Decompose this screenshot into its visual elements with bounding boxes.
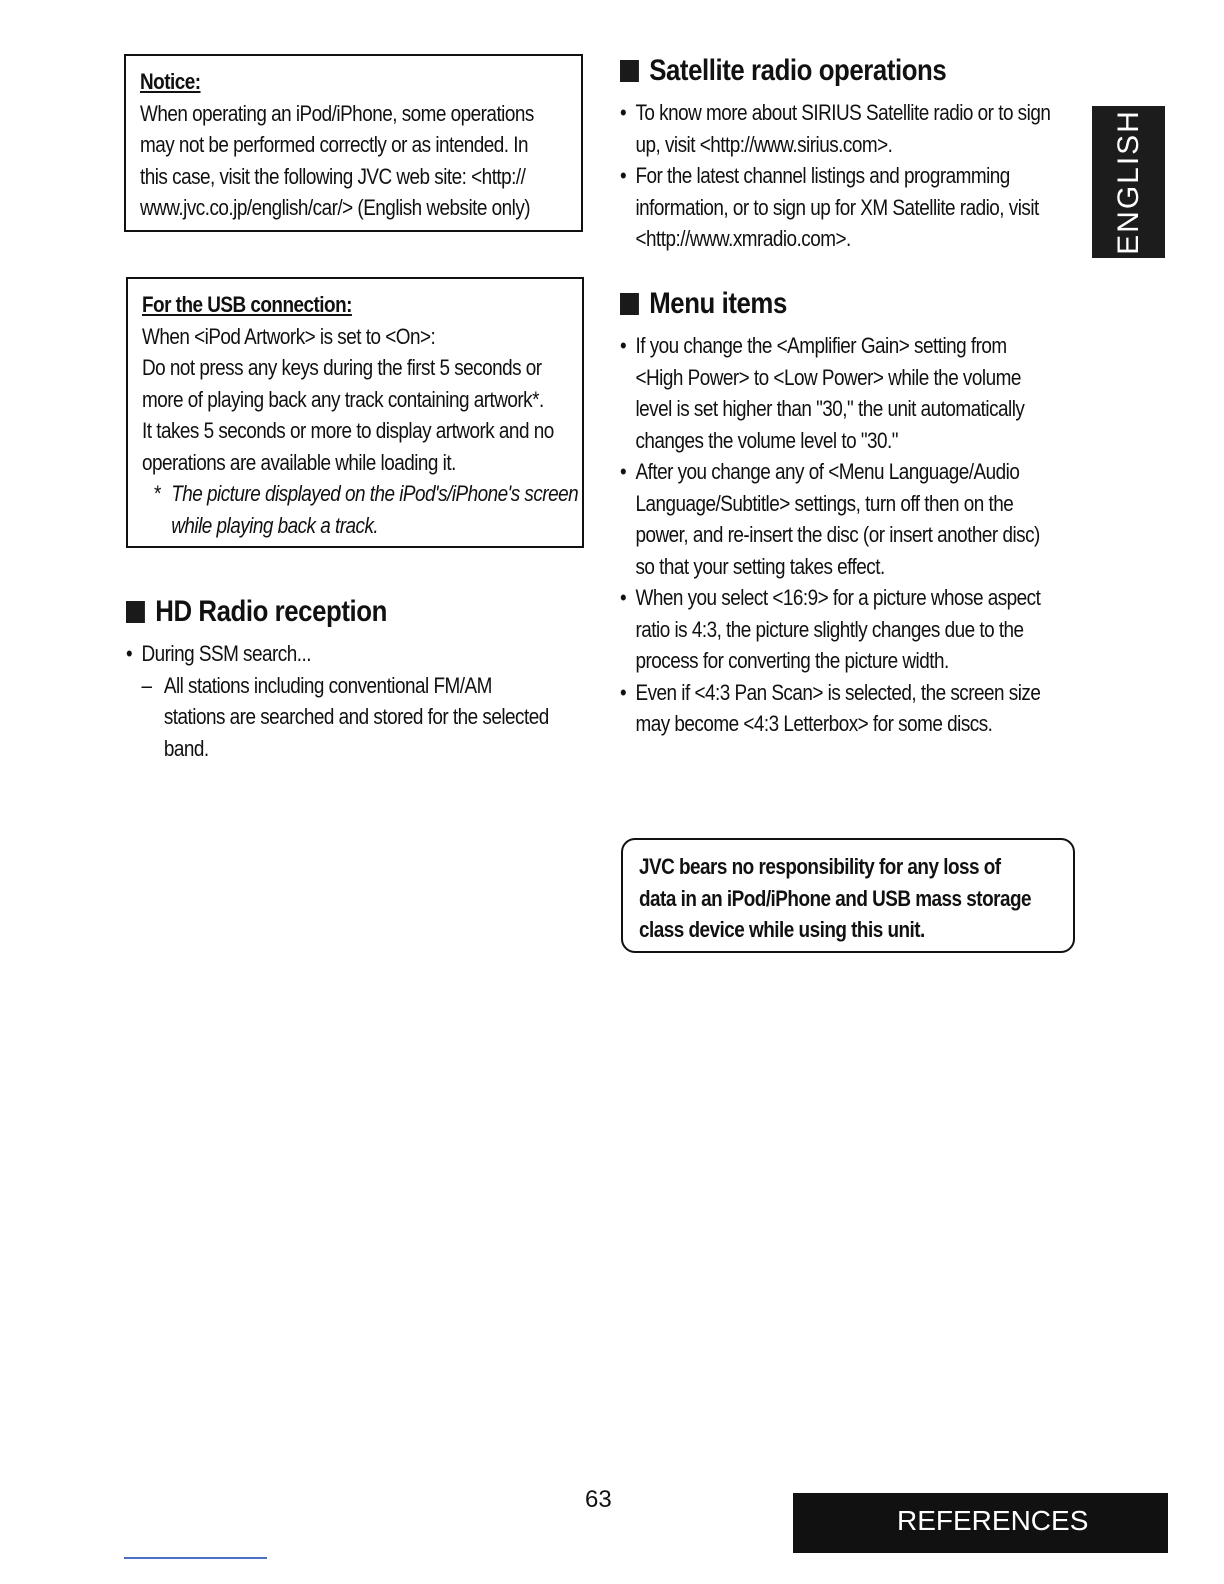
bullet-line: changes the volume level to "30." — [635, 427, 898, 453]
notice-line: this case, visit the following JVC web site: <http:// — [140, 163, 526, 189]
hd-section — [126, 592, 618, 764]
bullet-line: may become <4:3 Letterbox> for some discs. — [635, 711, 993, 736]
notice-title: Notice: — [140, 69, 201, 94]
notice-line: www.jvc.co.jp/english/car/> (English website only) — [140, 195, 531, 220]
hd-sub-line: stations are searched and stored for the selected — [163, 704, 549, 729]
hd-bullet-text: During SSM search... — [141, 641, 311, 666]
footer-section-label: REFERENCES — [897, 1505, 1089, 1536]
usb-content — [142, 289, 578, 541]
footnote-line: while playing back a track. — [171, 512, 379, 538]
usb-line: Do not press any keys during the first 5 seconds or — [142, 355, 542, 380]
hd-sub-line: – All stations including conventional FM/AM — [163, 672, 492, 698]
footnote-line: The picture displayed on the iPod's/iPhone's screen — [171, 481, 579, 506]
disclaimer-line: class device while using this unit. — [639, 917, 925, 942]
notice-line: may not be performed correctly or as intended. In — [140, 132, 529, 157]
bullet-line: • If you change the <Amplifier Gain> setting from — [635, 333, 1007, 358]
bullet-line: • When you select <16:9> for a picture whose aspect — [635, 585, 1041, 610]
usb-line: operations are available while loading it. — [142, 449, 456, 475]
usb-box — [126, 277, 584, 548]
usb-title: For the USB connection: — [142, 292, 352, 317]
disclaimer-line: JVC bears no responsibility for any loss of — [639, 854, 1001, 879]
language-side-tab-label: ENGLISH — [1111, 109, 1145, 255]
bullet-line: process for converting the picture width. — [635, 648, 949, 673]
menu-heading-text: Menu items — [649, 287, 787, 320]
page-number: 63 — [585, 1486, 612, 1513]
menu-bullet — [620, 677, 1040, 740]
menu-bullet — [620, 582, 1040, 677]
hd-list — [126, 638, 549, 764]
section-square-icon — [620, 60, 639, 82]
satellite-list — [620, 97, 1050, 255]
section-square-icon — [620, 293, 639, 315]
notice-box — [124, 54, 583, 232]
hd-sub-line: band. — [163, 735, 209, 761]
notice-line: When operating an iPod/iPhone, some operations — [140, 100, 534, 126]
menu-section — [620, 284, 1109, 740]
bullet-line: ratio is 4:3, the picture slightly changes due to the — [635, 616, 1024, 642]
hd-bullet — [126, 638, 549, 670]
bullet-line: • Even if <4:3 Pan Scan> is selected, the screen size — [635, 679, 1041, 705]
hd-sub-item — [126, 670, 549, 765]
hd-heading-text: HD Radio reception — [155, 595, 387, 628]
bullet-line: up, visit <http://www.sirius.com>. — [635, 131, 893, 157]
menu-bullet — [620, 330, 1040, 456]
usb-line: It takes 5 seconds or more to display artwork and no — [142, 418, 554, 443]
bullet-line: • To know more about SIRIUS Satellite radio or to sign — [635, 100, 1051, 125]
bullet-line: • For the latest channel listings and programming — [635, 163, 1010, 188]
language-side-tab — [1092, 106, 1165, 258]
bullet-line: power, and re-insert the disc (or insert another disc) — [635, 522, 1040, 547]
menu-heading — [620, 284, 1040, 324]
footer-section-bar — [793, 1493, 1168, 1553]
disclaimer-line: data in an iPod/iPhone and USB mass storage — [639, 885, 1032, 911]
satellite-bullet — [620, 160, 1050, 255]
menu-list — [620, 330, 1040, 740]
notice-content — [140, 66, 534, 224]
bullet-line: <http://www.xmradio.com>. — [635, 226, 851, 251]
hd-heading — [126, 592, 549, 632]
bullet-line: • After you change any of <Menu Language/Audio — [635, 459, 1020, 484]
footer-rule — [124, 1557, 267, 1559]
bullet-line: information, or to sign up for XM Satellite radio, visit — [635, 194, 1039, 220]
satellite-heading-text: Satellite radio operations — [649, 54, 947, 87]
satellite-section — [620, 51, 1120, 255]
satellite-heading — [620, 51, 1050, 91]
disclaimer-content — [639, 851, 1031, 946]
footnote-star: * — [154, 481, 161, 506]
bullet-line: so that your setting takes effect. — [635, 553, 885, 579]
section-square-icon — [126, 601, 145, 623]
usb-footnote — [142, 478, 578, 541]
bullet-line: level is set higher than "30," the unit automatically — [635, 396, 1025, 421]
bullet-line: <High Power> to <Low Power> while the volume — [635, 364, 1021, 390]
menu-bullet — [620, 456, 1040, 582]
usb-line: When <iPod Artwork> is set to <On>: — [142, 323, 436, 349]
satellite-bullet — [620, 97, 1050, 160]
bullet-line: Language/Subtitle> settings, turn off then on the — [635, 490, 1014, 516]
disclaimer-box — [621, 838, 1075, 953]
usb-line: more of playing back any track containing artwork*. — [142, 386, 544, 412]
